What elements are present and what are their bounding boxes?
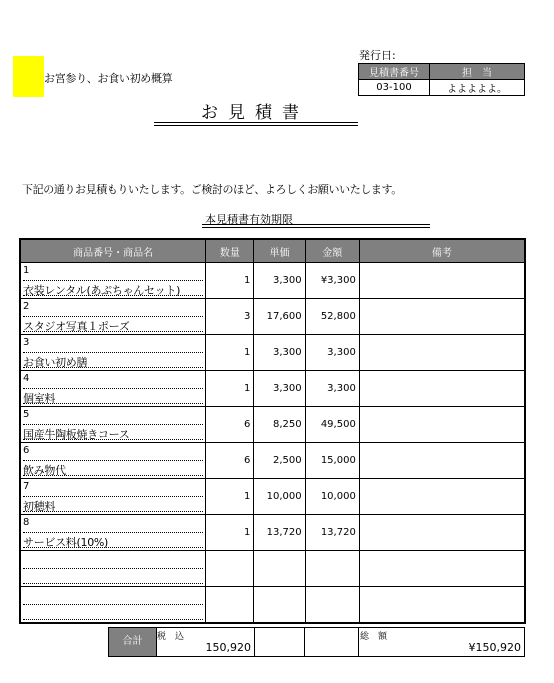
dotted-line	[23, 331, 203, 332]
dotted-line	[23, 532, 203, 533]
item-price: 10,000	[254, 479, 305, 515]
item-name: 個室料	[23, 392, 56, 405]
dotted-line	[23, 583, 203, 584]
dotted-line	[23, 352, 203, 353]
item-name-cell	[20, 299, 206, 335]
table-row	[20, 515, 525, 551]
total-label: 合計	[108, 627, 157, 657]
tax-value: 150,920	[205, 641, 251, 654]
estimate-info-table	[358, 63, 525, 96]
item-name: 衣装レンタル(あぷちゃんセット)	[23, 284, 181, 297]
item-note	[359, 587, 525, 624]
col-header-qty: 数量	[206, 239, 254, 263]
estimate-no: 03-100	[359, 80, 430, 96]
item-name-cell	[20, 587, 206, 624]
item-note	[359, 335, 525, 371]
item-qty: 1	[206, 263, 254, 299]
dotted-line	[23, 460, 203, 461]
col-header-price: 単価	[254, 239, 305, 263]
item-note	[359, 515, 525, 551]
dotted-line	[23, 295, 203, 296]
title-underline	[154, 122, 358, 123]
dotted-line	[23, 367, 203, 368]
item-note	[359, 407, 525, 443]
tax-label: 税 込	[157, 632, 185, 642]
yellow-marker	[13, 56, 44, 97]
table-row	[20, 443, 525, 479]
grand-total-box	[358, 627, 525, 657]
item-no: 4	[23, 373, 30, 384]
item-note	[359, 443, 525, 479]
item-qty: 6	[206, 407, 254, 443]
item-note	[359, 263, 525, 299]
dotted-line	[23, 619, 203, 620]
item-amount: 15,000	[305, 443, 359, 479]
item-no: 8	[23, 517, 30, 528]
item-name-cell	[20, 479, 206, 515]
total-tax-box	[155, 627, 255, 657]
dotted-line	[23, 547, 203, 548]
item-price: 3,300	[254, 263, 305, 299]
item-name: 飲み物代	[23, 464, 66, 477]
item-name-cell	[20, 551, 206, 587]
validity-underline-2	[202, 227, 430, 228]
item-qty: 1	[206, 515, 254, 551]
item-name-cell	[20, 335, 206, 371]
dotted-line	[23, 439, 203, 440]
dotted-line	[23, 424, 203, 425]
table-row	[20, 551, 525, 587]
total-blank-1	[254, 627, 305, 657]
dotted-line	[23, 511, 203, 512]
grand-label: 総 額	[360, 632, 388, 642]
item-price: 13,720	[254, 515, 305, 551]
item-no: 7	[23, 481, 30, 492]
issue-date-label: 発行日:	[359, 49, 396, 62]
table-row	[20, 299, 525, 335]
item-no: 1	[23, 265, 30, 276]
dotted-line	[23, 568, 203, 569]
item-name-cell	[20, 407, 206, 443]
item-amount: 10,000	[305, 479, 359, 515]
item-note	[359, 551, 525, 587]
item-qty: 1	[206, 479, 254, 515]
table-row	[20, 587, 525, 624]
grand-value: ¥150,920	[468, 641, 521, 654]
dotted-line	[23, 280, 203, 281]
item-no: 5	[23, 409, 30, 420]
item-qty: 6	[206, 443, 254, 479]
item-qty: 1	[206, 335, 254, 371]
table-row	[20, 407, 525, 443]
item-name: 国産牛陶板焼きコース	[23, 428, 130, 441]
table-row	[20, 335, 525, 371]
item-name: お食い初め膳	[23, 356, 88, 369]
item-name: 初穂料	[23, 500, 56, 513]
table-row	[20, 263, 525, 299]
item-amount: 52,800	[305, 299, 359, 335]
item-amount: 3,300	[305, 371, 359, 407]
item-amount: 49,500	[305, 407, 359, 443]
item-note	[359, 299, 525, 335]
total-blank-2	[304, 627, 359, 657]
item-price: 3,300	[254, 371, 305, 407]
item-amount	[305, 587, 359, 624]
dotted-line	[23, 475, 203, 476]
item-name: スタジオ写真１ポーズ	[23, 320, 130, 333]
col-header-note: 備考	[359, 239, 525, 263]
item-price: 3,300	[254, 335, 305, 371]
dotted-line	[23, 496, 203, 497]
items-table	[19, 238, 526, 624]
item-qty	[206, 551, 254, 587]
title-underline-2	[154, 125, 358, 126]
item-qty	[206, 587, 254, 624]
item-name: サービス料(10%)	[23, 536, 109, 549]
intro-text: 下記の通りお見積もりいたします。ご検討のほど、よろしくお願いいたします。	[22, 183, 402, 196]
dotted-line	[23, 403, 203, 404]
item-note	[359, 371, 525, 407]
validity-label: 本見積書有効期限	[205, 213, 293, 226]
page-title: お見積書	[201, 103, 309, 123]
table-row	[20, 479, 525, 515]
col-header-name: 商品番号・商品名	[20, 239, 206, 263]
item-amount	[305, 551, 359, 587]
item-name-cell	[20, 443, 206, 479]
table-row	[20, 371, 525, 407]
item-price	[254, 551, 305, 587]
item-price: 2,500	[254, 443, 305, 479]
item-price: 8,250	[254, 407, 305, 443]
item-name-cell	[20, 515, 206, 551]
item-amount: ¥3,300	[305, 263, 359, 299]
item-price	[254, 587, 305, 624]
item-no: 6	[23, 445, 30, 456]
person: よよよよよ。	[430, 80, 525, 96]
item-no: 2	[23, 301, 30, 312]
item-name-cell	[20, 263, 206, 299]
subject: お宮参り、お食い初め概算	[44, 72, 173, 85]
item-amount: 3,300	[305, 335, 359, 371]
item-amount: 13,720	[305, 515, 359, 551]
item-qty: 3	[206, 299, 254, 335]
dotted-line	[23, 316, 203, 317]
dotted-line	[23, 388, 203, 389]
dotted-line	[23, 604, 203, 605]
validity-underline	[202, 224, 430, 225]
col-header-amount: 金額	[305, 239, 359, 263]
item-qty: 1	[206, 371, 254, 407]
item-name-cell	[20, 371, 206, 407]
item-no: 3	[23, 337, 30, 348]
person-label: 担 当	[430, 64, 525, 80]
item-price: 17,600	[254, 299, 305, 335]
item-note	[359, 479, 525, 515]
estimate-no-label: 見積書番号	[359, 64, 430, 80]
